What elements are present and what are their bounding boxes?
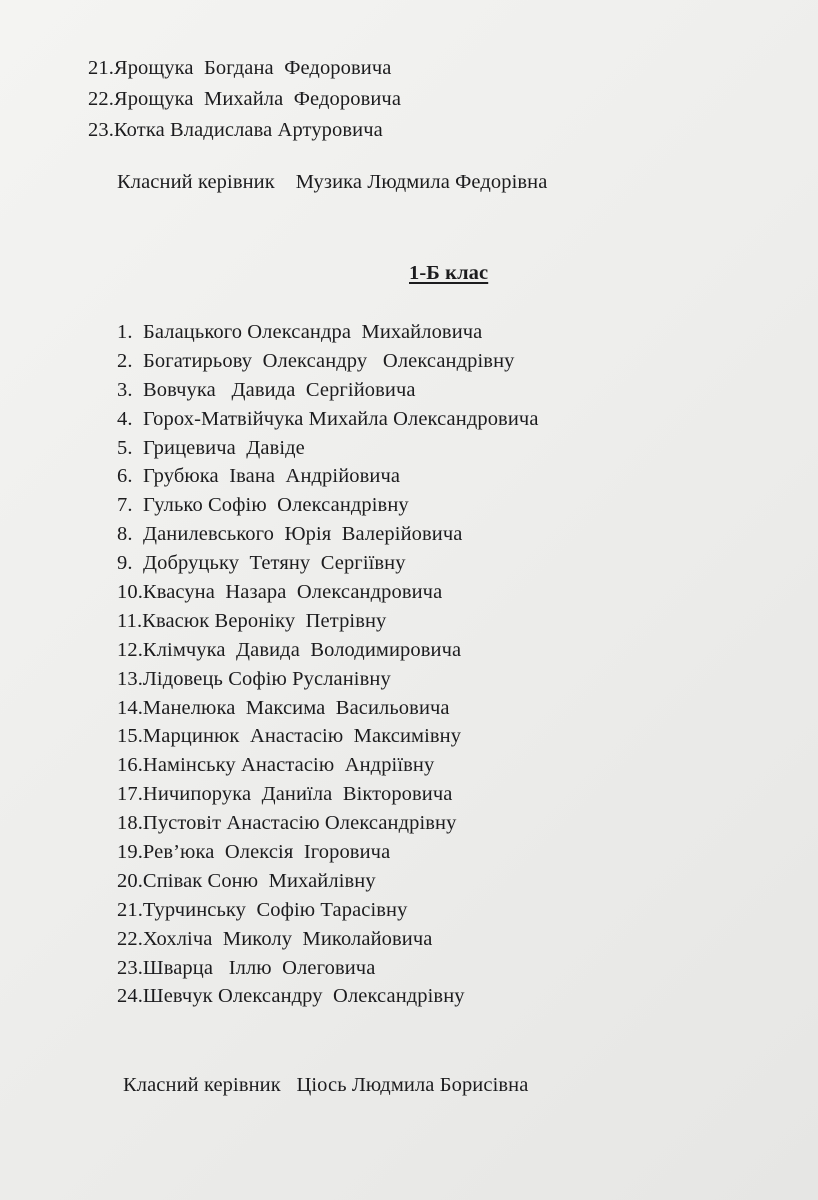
student-entry: 17.Ничипорука Даниїла Вікторовича — [117, 783, 453, 806]
student-entry: 7. Гулько Софію Олександрівну — [117, 494, 409, 517]
student-entry: 11.Квасюк Вероніку Петрівну — [117, 609, 387, 632]
student-entry: 10.Квасуна Назара Олександровича — [117, 581, 443, 604]
student-entry: 18.Пустовіт Анастасію Олександрівну — [117, 812, 457, 835]
class-1b-student-list — [117, 320, 539, 1013]
class-1b-title: 1-Б клас — [409, 262, 489, 284]
student-entry: 2. Богатирьову Олександру Олександрівну — [117, 349, 515, 372]
student-entry: 23.Котка Владислава Артуровича — [88, 119, 383, 141]
student-entry: 8. Данилевського Юрія Валерійовича — [117, 523, 463, 546]
student-entry: 22.Ярощука Михайла Федоровича — [88, 88, 402, 110]
student-entry: 16.Намінську Анастасію Андріївну — [117, 754, 435, 777]
student-entry: 14.Манелюка Максима Васильовича — [117, 696, 450, 719]
student-entry: 19.Рев’юка Олексія Ігоровича — [117, 841, 391, 864]
student-entry: 21.Ярощука Богдана Федоровича — [88, 57, 392, 79]
class-1b-teacher: Класний керівник Ціось Людмила Борисівна — [123, 1074, 529, 1096]
previous-class-teacher: Класний керівник Музика Людмила Федорівна — [117, 171, 548, 193]
student-entry: 13.Лідовець Софію Русланівну — [117, 667, 391, 690]
student-entry: 9. Добруцьку Тетяну Сергіївну — [117, 552, 406, 575]
student-entry: 24.Шевчук Олександру Олександрівну — [117, 985, 465, 1008]
student-entry: 22.Хохліча Миколу Миколайовича — [117, 927, 433, 950]
student-entry: 5. Грицевича Давіде — [117, 436, 305, 459]
student-entry: 23.Шварца Іллю Олеговича — [117, 956, 376, 979]
student-entry: 6. Грубюка Івана Андрійовича — [117, 465, 401, 488]
student-entry: 15.Марцинюк Анастасію Максимівну — [117, 725, 462, 748]
student-entry: 4. Горох-Матвійчука Михайла Олександровича — [117, 407, 539, 430]
student-entry: 1. Балацького Олександра Михайловича — [117, 321, 483, 343]
student-entry: 3. Вовчука Давида Сергійовича — [117, 378, 416, 401]
previous-class-student-list — [88, 56, 401, 149]
student-entry: 21.Турчинську Софію Тарасівну — [117, 898, 408, 921]
student-entry: 12.Клімчука Давида Володимировича — [117, 638, 462, 661]
student-entry: 20.Співак Соню Михайлівну — [117, 869, 376, 892]
